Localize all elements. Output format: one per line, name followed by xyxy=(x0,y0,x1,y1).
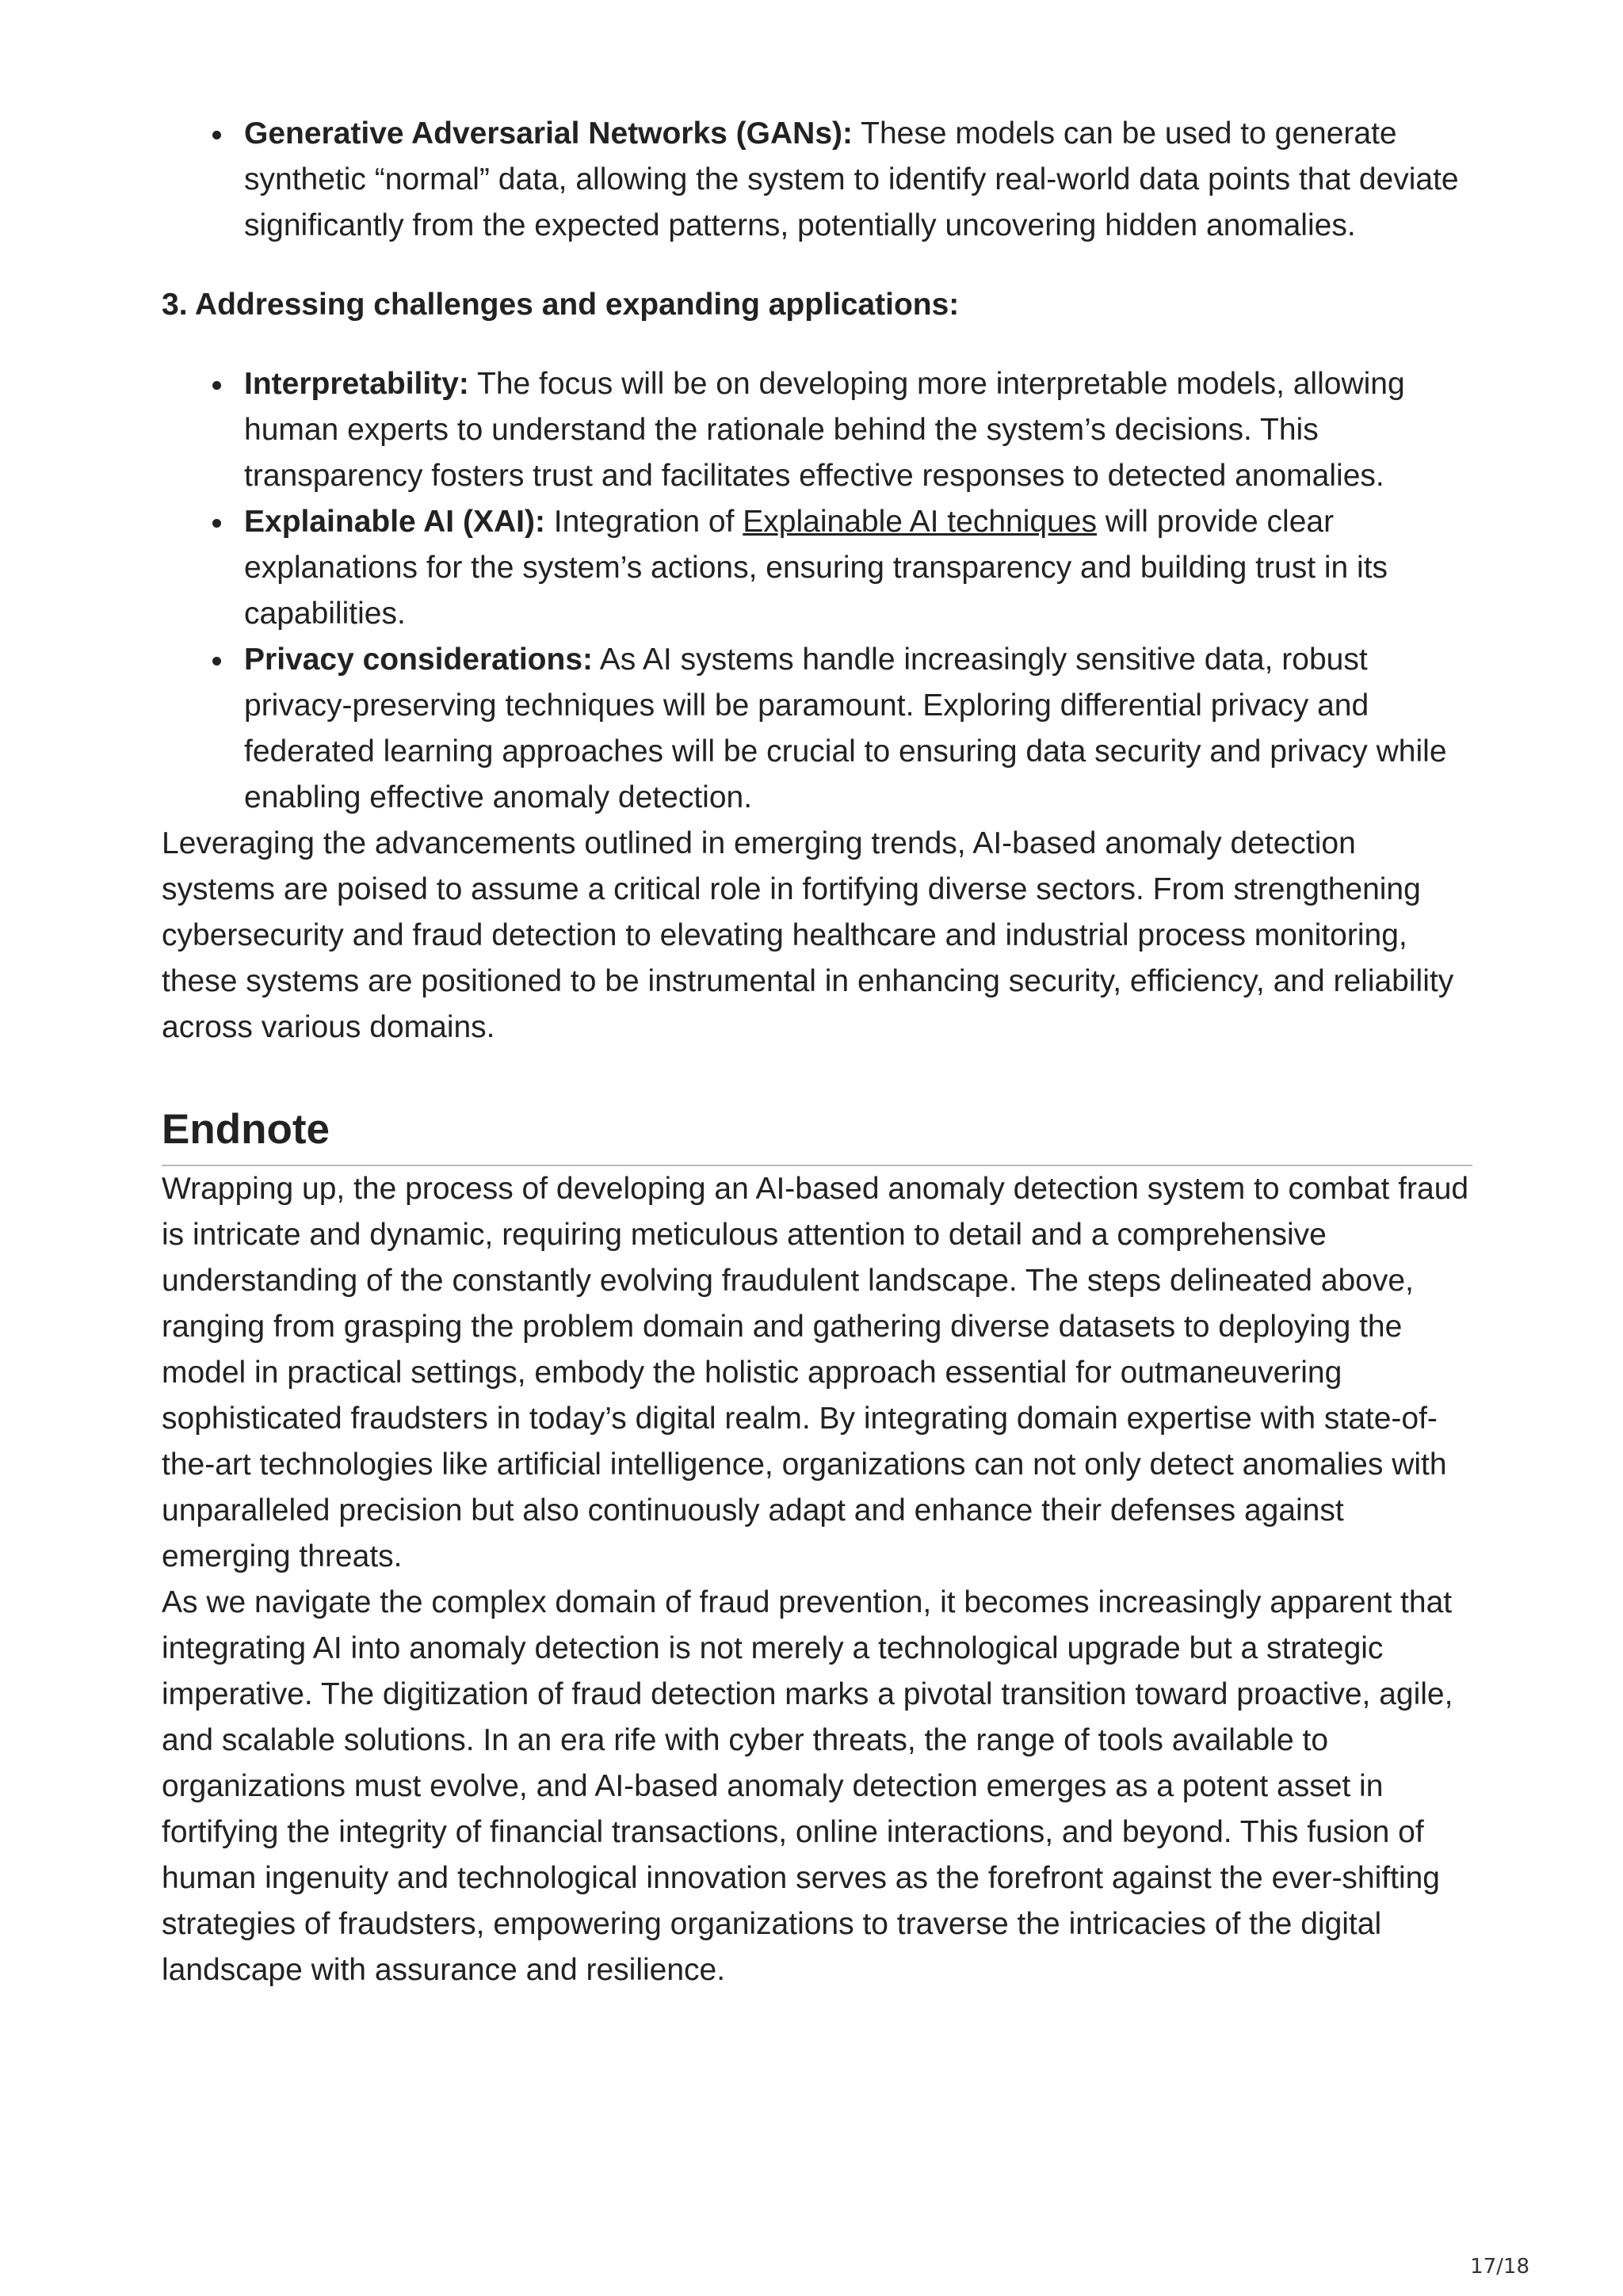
list-item-text: As AI systems handle increasingly sensitive data, robust privacy-preserving techniques will be paramount. Exploring differential privacy and federated learning approaches will be crucial to ensuring data security and privacy while enabling effective anomaly detection. xyxy=(244,643,1447,814)
endnote-paragraph: Wrapping up, the process of developing an AI-based anomaly detection system to combat fraud is intricate and dynamic, requiring meticulous attention to detail and a comprehensive understanding of the constantly evolving fraudulent landscape. The steps delineated above, ranging from grasping the problem domain and gathering diverse datasets to deploying the model in practical settings, embody the holistic approach essential for outmaneuvering sophisticated fraudsters in today’s digital realm. By integrating domain expertise with state-of-the-art technologies like artificial intelligence, organizations can not only detect anomalies with unparalleled precision but also continuously adapt and enhance their defenses against emerging threats. xyxy=(162,1172,1469,1573)
page-number: 17/18 xyxy=(1470,2255,1529,2279)
bullet-list-challenges xyxy=(162,361,1472,821)
subheading-addressing-challenges: 3. Addressing challenges and expanding applications: xyxy=(162,288,960,322)
endnote-paragraph: As we navigate the complex domain of fraud prevention, it becomes increasingly apparent that integrating AI into anomaly detection is not merely a technological upgrade but a strategic imperative. The digitization of fraud detection marks a pivotal transition toward proactive, agile, and scalable solutions. In an era rife with cyber threats, the range of tools available to organizations must evolve, and AI-based anomaly detection emerges as a potent asset in fortifying the integrity of financial transactions, online interactions, and beyond. This fusion of human ingenuity and technological innovation serves as the forefront against the ever-shifting strategies of fraudsters, empowering organizations to traverse the intricacies of the digital landscape with assurance and resilience. xyxy=(162,1585,1453,1987)
list-item-gans xyxy=(162,111,1472,249)
explainable-ai-techniques-link[interactable]: Explainable AI techniques xyxy=(743,505,1097,539)
list-item-xai xyxy=(162,499,1472,637)
list-item-text: will provide clear explanations for the system’s actions, ensuring transparency and building trust in its capabilities. xyxy=(244,505,1388,631)
list-item-term: Interpretability: xyxy=(244,367,469,401)
list-item-text: Integration of xyxy=(544,505,743,539)
document-page xyxy=(162,111,1472,1993)
section-heading-endnote: Endnote xyxy=(162,1104,1472,1166)
list-item-term: Explainable AI (XAI): xyxy=(244,505,545,539)
list-item-term: Privacy considerations: xyxy=(244,643,594,677)
list-item-interpretability xyxy=(162,361,1472,499)
paragraph-emerging-trends: Leveraging the advancements outlined in emerging trends, AI-based anomaly detection systems are poised to assume a critical role in fortifying diverse sectors. From strengthening cybersecurity and fraud detection to elevating healthcare and industrial process monitoring, these systems are positioned to be instrumental in enhancing security, efficiency, and reliability across various domains. xyxy=(162,826,1454,1044)
bullet-list-gans xyxy=(162,111,1472,249)
list-item-text: These models can be used to generate synthetic “normal” data, allowing the system to identify real-world data points that deviate significantly from the expected patterns, potentially uncovering hidden anomalies. xyxy=(244,116,1459,242)
list-item-text: The focus will be on developing more interpretable models, allowing human experts to understand the rationale behind the system’s decisions. This transparency fosters trust and facilitates effective responses to detected anomalies. xyxy=(244,367,1405,493)
list-item-privacy xyxy=(162,637,1472,821)
list-item-term: Generative Adversarial Networks (GANs): xyxy=(244,116,854,151)
